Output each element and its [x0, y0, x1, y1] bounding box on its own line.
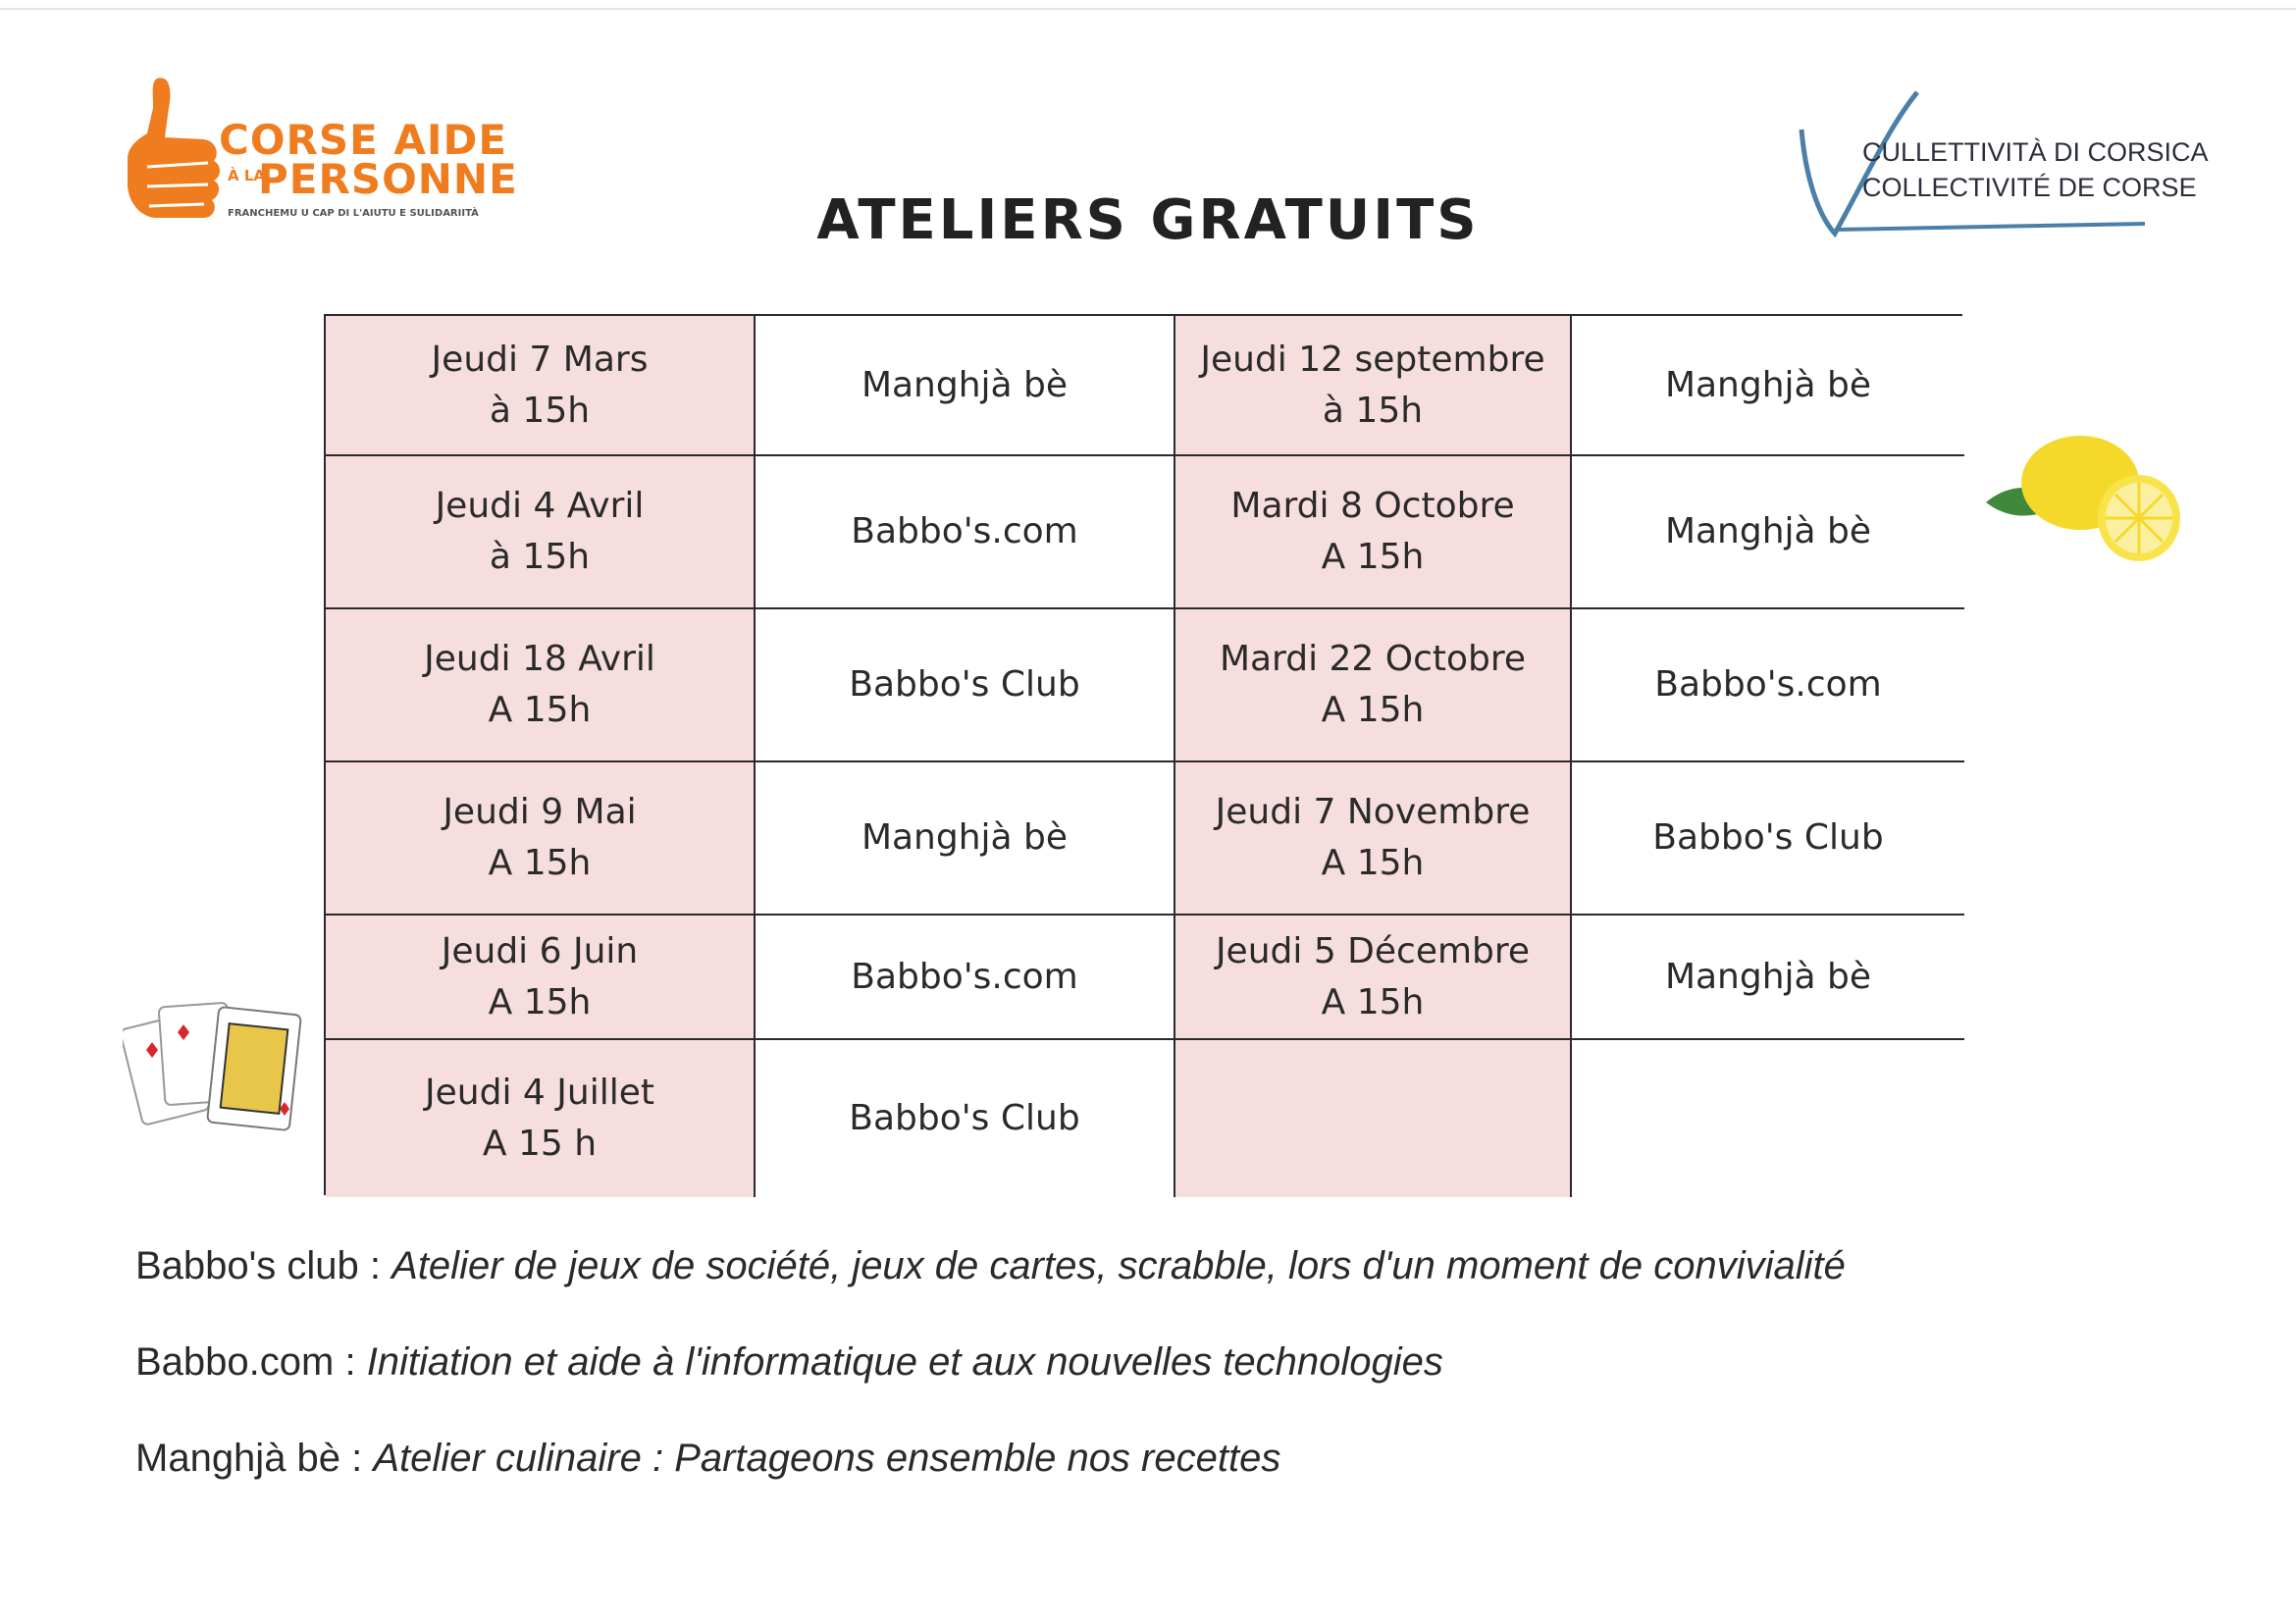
left-date-cell	[326, 762, 756, 916]
schedule-table	[324, 314, 1962, 1195]
left-activity-cell	[756, 316, 1175, 456]
time-text: à 15h	[489, 390, 591, 431]
activity-text: Babbo's Club	[849, 664, 1080, 705]
activity-text: Manghjà bè	[1664, 511, 1872, 551]
activity-text: Babbo's.com	[1654, 664, 1882, 705]
right-activity-cell	[1572, 916, 1964, 1040]
left-activity-cell	[756, 609, 1175, 762]
legend-babbos-club	[135, 1244, 2196, 1288]
playing-cards-icon	[123, 981, 309, 1148]
date-text: Jeudi 18 Avril	[424, 639, 655, 679]
page-top-border	[0, 8, 2296, 10]
date-text: Jeudi 4 Juillet	[425, 1073, 654, 1113]
time-text: A 15h	[1321, 843, 1425, 883]
time-text: A 15h	[1321, 537, 1425, 577]
left-date-cell	[326, 316, 756, 456]
left-date-cell	[326, 456, 756, 609]
time-text: à 15h	[489, 537, 591, 577]
right-date-cell	[1175, 916, 1572, 1040]
left-activity-cell	[756, 1040, 1175, 1197]
time-text: A 15h	[488, 843, 592, 883]
right-date-cell	[1175, 456, 1572, 609]
logo-tagline: FRANCHEMU U CAP DI L'AIUTU E SULIDARIITÀ	[228, 208, 479, 219]
legend-manghja-be	[135, 1437, 2196, 1481]
logo-line1: CORSE AIDE	[219, 116, 508, 164]
legend-term: Babbo's club :	[135, 1244, 392, 1287]
left-activity-cell	[756, 916, 1175, 1040]
date-text: Jeudi 6 Juin	[441, 930, 639, 971]
time-text: A 15 h	[482, 1124, 598, 1164]
activity-text: Babbo's.com	[851, 511, 1078, 551]
right-date-cell	[1175, 316, 1572, 456]
activity-text: Manghjà bè	[1664, 364, 1872, 405]
activity-text: Manghjà bè	[861, 364, 1069, 405]
page-title: ATELIERS GRATUITS	[816, 188, 1480, 252]
date-text: Jeudi 9 Mai	[443, 792, 637, 832]
right-activity-cell	[1572, 762, 1964, 916]
time-text: A 15h	[488, 981, 592, 1022]
left-date-cell	[326, 609, 756, 762]
lemon-icon	[1982, 412, 2188, 569]
time-text: A 15h	[1321, 690, 1425, 730]
legend-description: Initiation et aide à l'informatique et aux nouvelles technologies	[366, 1340, 1443, 1384]
legend-description: Atelier culinaire : Partageons ensemble nos recettes	[373, 1437, 1281, 1480]
right-activity-cell	[1572, 456, 1964, 609]
time-text: A 15h	[488, 690, 592, 730]
legend-term: Babbo.com :	[135, 1340, 367, 1384]
right-date-cell-empty	[1175, 1040, 1572, 1197]
date-text: Jeudi 12 septembre	[1200, 339, 1545, 380]
legend-description: Atelier de jeux de société, jeux de cartes, scrabble, lors d'un moment de convivialité	[391, 1244, 1846, 1287]
date-text: Mardi 8 Octobre	[1230, 486, 1515, 526]
right-activity-cell	[1572, 316, 1964, 456]
right-date-cell	[1175, 609, 1572, 762]
activity-text: Babbo's Club	[1652, 817, 1884, 858]
left-activity-cell	[756, 762, 1175, 916]
activity-text: Babbo's.com	[851, 956, 1078, 997]
logo-right-line2: COLLECTIVITÉ DE CORSE	[1862, 173, 2197, 202]
logo-line-a: À LA	[228, 167, 265, 184]
left-date-cell	[326, 1040, 756, 1197]
date-text: Jeudi 5 Décembre	[1215, 930, 1531, 971]
legend-babbo-com	[135, 1340, 2196, 1385]
logo-right-line1: CULLETTIVITÀ DI CORSICA	[1862, 137, 2209, 167]
activity-text: Babbo's Club	[849, 1098, 1080, 1138]
thumbs-up-icon	[118, 69, 226, 265]
right-activity-cell-empty	[1572, 1040, 1964, 1197]
left-date-cell	[326, 916, 756, 1040]
activity-text: Manghjà bè	[861, 817, 1069, 858]
date-text: Mardi 22 Octobre	[1219, 639, 1527, 679]
date-text: Jeudi 7 Mars	[431, 339, 649, 380]
logo-line2: PERSONNE	[258, 155, 518, 203]
date-text: Jeudi 7 Novembre	[1215, 792, 1531, 832]
time-text: A 15h	[1321, 981, 1425, 1022]
time-text: à 15h	[1322, 390, 1424, 431]
left-activity-cell	[756, 456, 1175, 609]
right-date-cell	[1175, 762, 1572, 916]
date-text: Jeudi 4 Avril	[435, 486, 645, 526]
collectivite-de-corse-logo	[1796, 86, 2209, 243]
right-activity-cell	[1572, 609, 1964, 762]
activity-text: Manghjà bè	[1664, 956, 1872, 997]
corse-aide-personne-logo	[118, 69, 518, 265]
legend-term: Manghjà bè :	[135, 1437, 374, 1480]
